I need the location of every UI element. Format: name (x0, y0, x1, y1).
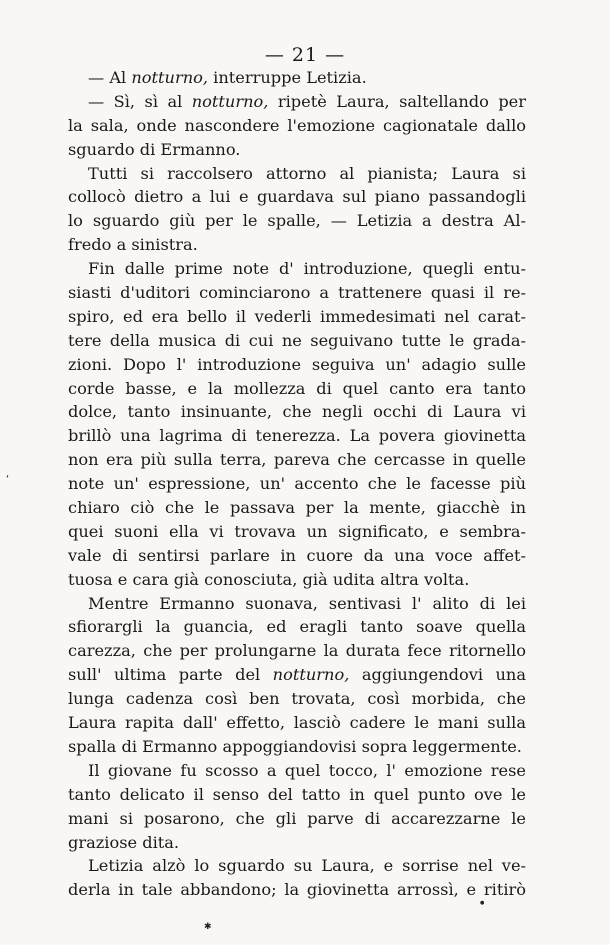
text-line (68, 257, 526, 281)
text-run: Mentre Ermanno suonava, sentivasi l' alito di lei (88, 593, 526, 613)
text-run: Laura rapita dall' effetto, lasciò cadere le mani sulla (68, 713, 526, 733)
text-run: tuosa e cara già conosciuta, già udita altra volta. (68, 569, 470, 589)
text-line (68, 878, 526, 902)
page-number: — 21 — (264, 44, 346, 66)
text-line (68, 66, 526, 90)
text-line (68, 592, 526, 616)
text-run: spiro, ed era bello il vederli immedesimati nel carat- (68, 306, 526, 326)
text-line (68, 831, 526, 855)
text-line (68, 400, 526, 424)
text-run: zioni. Dopo l' introduzione seguiva un' adagio sulle (68, 354, 526, 374)
text-run: tanto delicato il senso del tatto in quel punto ove le (68, 784, 526, 804)
text-run: carezza, che per prolungarne la durata fece ritornello (68, 641, 526, 661)
text-run: spalla di Ermanno appoggiandovisi sopra leggermente. (68, 736, 522, 756)
text-line (68, 711, 526, 735)
text-line (68, 329, 526, 353)
text-run: siasti d'uditori cominciarono a trattenere quasi il re- (68, 283, 526, 303)
text-line (68, 783, 526, 807)
text-line (68, 305, 526, 329)
text-run: Tutti si raccolsero attorno al pianista; Laura si (88, 163, 526, 183)
text-line (68, 114, 526, 138)
text-line (68, 735, 526, 759)
text-line (68, 377, 526, 401)
text-run: derla in tale abbandono; la giovinetta arrossì, e ritirò (68, 880, 526, 900)
text-run: sfiorargli la guancia, ed eragli tanto soave quella (68, 617, 526, 637)
text-run: corde basse, e la mollezza di quel canto era tanto (68, 378, 526, 398)
text-line (68, 663, 526, 687)
text-line (68, 687, 526, 711)
text-line (68, 233, 526, 257)
text-run: chiaro ciò che le passava per la mente, giacchè in (68, 498, 526, 518)
text-line (68, 424, 526, 448)
text-run: lunga cadenza così ben trovata, così morbida, che (68, 689, 526, 709)
text-line (68, 472, 526, 496)
margin-mark: ‘ (6, 474, 10, 485)
text-run: dolce, tanto insinuante, che negli occhi di Laura vi (68, 402, 526, 422)
text-run: Il giovane fu scosso a quel tocco, l' emozione rese (88, 760, 526, 780)
text-line (68, 615, 526, 639)
text-line (68, 854, 526, 878)
text-run: collocò dietro a lui e guardava sul piano passandogli (68, 187, 526, 207)
text-run: interruppe Letizia. (208, 68, 367, 87)
text-run: brillò una lagrima di tenerezza. La povera giovinetta (68, 426, 526, 446)
italic-text: notturno, (131, 68, 209, 87)
text-run: — Al (88, 68, 132, 87)
text-run: note un' espressione, un' accento che le facesse più (68, 474, 526, 494)
text-line (68, 520, 526, 544)
text-run: tere della musica di cui ne seguivano tutte le grada- (68, 330, 526, 350)
text-run: Letizia alzò lo sguardo su Laura, e sorrise nel ve- (88, 856, 526, 876)
text-line (68, 639, 526, 663)
text-run: sull' ultima parte del (68, 665, 273, 685)
text-line (68, 209, 526, 233)
text-run: sguardo di Ermanno. (68, 139, 241, 159)
italic-text: notturno, (272, 665, 350, 685)
text-line (68, 185, 526, 209)
text-run: graziose dita. (68, 832, 180, 852)
text-run: mani si posarono, che gli parve di accarezzarne le (68, 808, 526, 828)
text-run: non era più sulla terra, pareva che cercasse in quelle (68, 450, 526, 470)
ink-speck: ● (480, 900, 485, 906)
text-line (68, 544, 526, 568)
text-run: aggiungendovi una (349, 665, 526, 685)
ink-speck: ✱ (204, 922, 212, 932)
text-line (68, 281, 526, 305)
text-line (68, 138, 526, 162)
text-run: ripetè Laura, saltellando per (268, 91, 526, 111)
body-text (68, 66, 526, 902)
text-line (68, 448, 526, 472)
text-line (68, 90, 526, 114)
text-run: fredo a sinistra. (68, 235, 198, 255)
text-line (68, 807, 526, 831)
text-run: lo sguardo giù per le spalle, — Letizia a destra Al- (68, 211, 526, 231)
text-run: quei suoni ella vi trovava un significato, e sembra- (68, 521, 526, 541)
text-line (68, 759, 526, 783)
text-run: Fin dalle prime note d' introduzione, quegli entu- (88, 259, 526, 279)
text-line (68, 568, 526, 592)
text-run: la sala, onde nascondere l'emozione cagionatale dallo (68, 115, 526, 135)
text-run: vale di sentirsi parlare in cuore da una voce affet- (68, 545, 526, 565)
text-line (68, 353, 526, 377)
text-line (68, 496, 526, 520)
text-line (68, 162, 526, 186)
text-run: — Sì, sì al (88, 91, 192, 111)
italic-text: notturno, (191, 91, 269, 111)
